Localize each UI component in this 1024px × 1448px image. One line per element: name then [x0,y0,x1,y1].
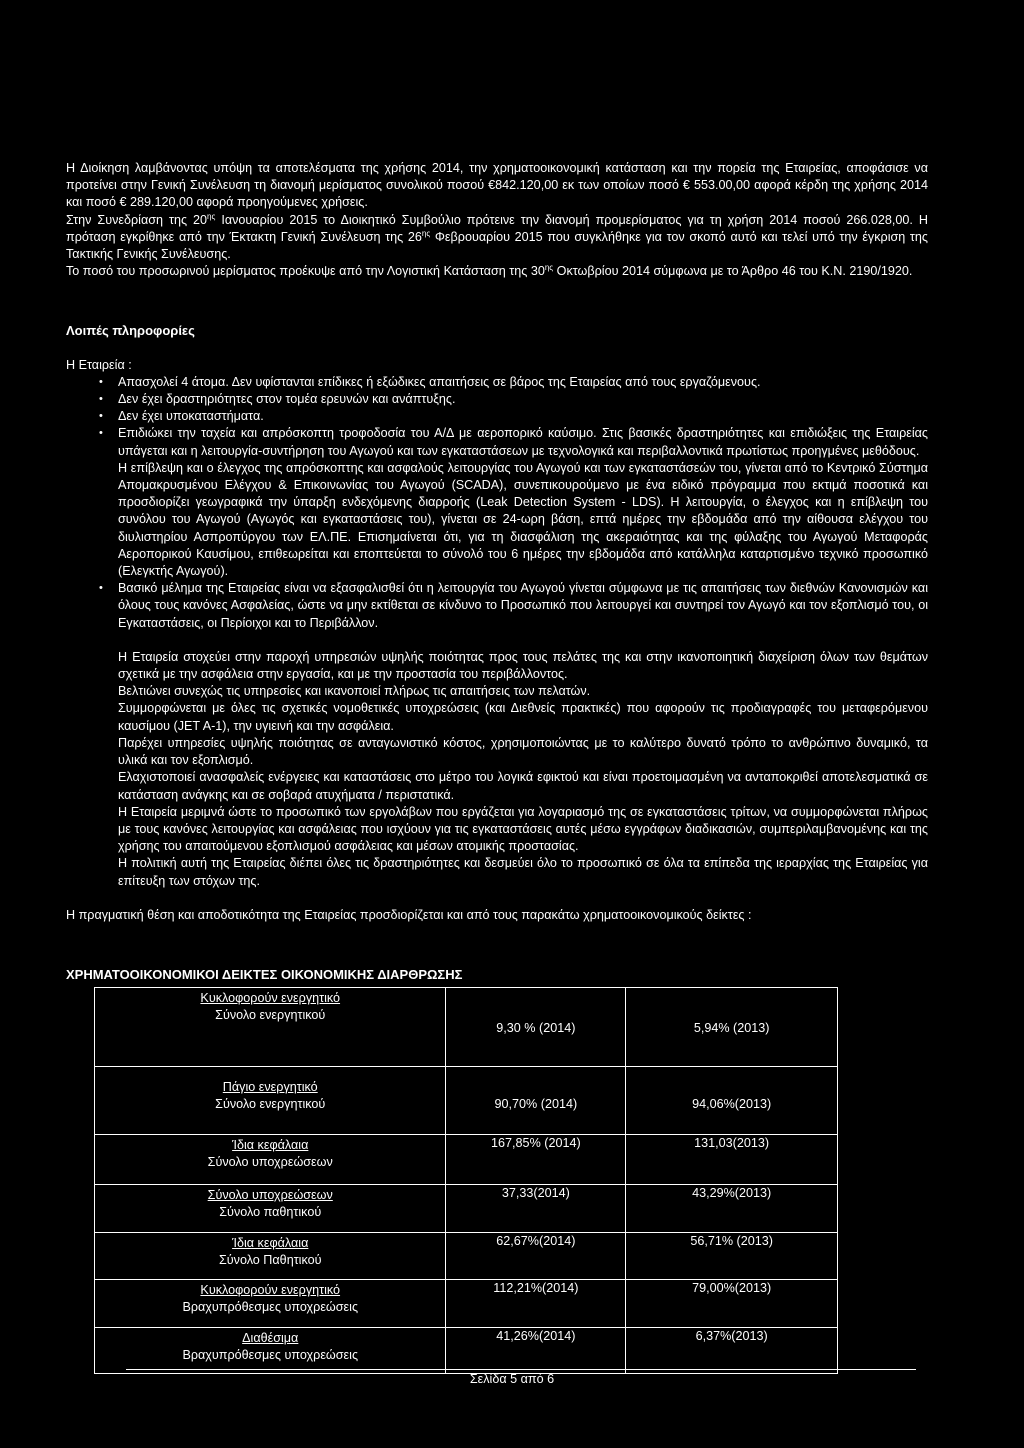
ratio-denominator: Σύνολο ενεργητικού [215,1008,326,1023]
value-2014: 167,85% (2014) [446,1135,626,1185]
table-row [95,1135,838,1185]
ratio-cell [95,1280,446,1328]
value-2014: 41,26%(2014) [446,1328,626,1374]
value-2013: 79,00%(2013) [626,1280,838,1328]
ratio-numerator: Κυκλοφορούν ενεργητικό [200,991,341,1005]
intro-p3-sup: ης [544,263,554,273]
list-item [66,408,928,425]
ratio-denominator: Σύνολο Παθητικού [218,1253,322,1268]
ratios-title: ΧΡΗΜΑΤΟΟΙΚΟΝΟΜΙΚΟΙ ΔΕΙΚΤΕΣ ΟΙΚΟΝΟΜΙΚΗΣ ΔΙΑΡΘΡΩΣΗΣ [66,966,463,982]
list-item [66,580,928,632]
ratio-denominator: Βραχυπρόθεσμες υποχρεώσεις [182,1300,359,1315]
other-info-bullet-list [66,374,928,632]
intro-paragraph-1: Η Διοίκηση λαμβάνοντας υπόψη τα αποτελέσματα της χρήσης 2014, την χρηματοοικονομική κατάσταση και την πορεία της Εταιρείας, αποφάσισε να προτείνει στην Γενική Συνέλευση τη διανομή μερίσματος συνολικού ποσού €842.120,00 εκ των οποίων ποσό € 553.00,00 αφορά κέρδη της χρήσης 2014 και ποσό € 289.120,00 αφορά προηγούμενες χρήσεις. [66,161,928,210]
policy-block [66,649,928,890]
intro-p2-part-a: Στην Συνεδρίαση της 20 [66,212,208,227]
policy-paragraph: Ελαχιστοποιεί ανασφαλείς ενέργειες και καταστάσεις στο μέτρο του λογικά εφικτού και είναι προετοιμασμένη να ανταποκριθεί αποτελεσματικά σε κατάσταση ανάγκης και σε σοβαρά ατυχήματα / περιστατικά. [118,770,928,802]
other-info-heading: Λοιπές πληροφορίες [66,323,195,339]
value-2014: 62,67%(2014) [446,1233,626,1280]
ratio-cell [95,1135,446,1185]
table-row [95,1185,838,1233]
ratio-denominator: Βραχυπρόθεσμες υποχρεώσεις [182,1348,359,1363]
bullet-icon: • [99,427,103,440]
bullet-icon: • [99,582,103,595]
intro-p2-sup-2: ης [421,228,431,238]
bullet-text: Βασικό μέλημα της Εταιρείας είναι να εξασφαλισθεί ότι η λειτουργία του Αγωγού γίνεται σύμφωνα με τις απαιτήσεις των διεθνών Κανονισμών και όλους τους κανόνες Ασφαλείας, ώστε να μην εκτίθεται σε κίνδυνο το Προσωπικό που λειτουργεί και συντηρεί τον Αγωγό και τον εξοπλισμό του, οι Εγκαταστάσεις, οι Περίοιχοι και το Περιβάλλον. [118,581,928,630]
ratio-numerator: Ίδια κεφάλαια [232,1236,309,1250]
ratio-numerator: Κυκλοφορούν ενεργητικό [200,1283,341,1297]
intro-p3-part-a: Το ποσό του προσωρινού μερίσματος προέκυψε από την Λογιστική Κατάσταση της 30 [66,264,545,279]
ratio-numerator: Πάγιο ενεργητικό [222,1080,318,1094]
value-2013: 5,94% (2013) [626,988,838,1067]
ratios-table [94,987,838,1374]
ratio-cell [95,1185,446,1233]
bullet-text: Δεν έχει δραστηριότητες στον τομέα ερευνών και ανάπτυξης. [118,392,456,407]
other-info-lead: Η Εταιρεία : [66,357,132,372]
value-2013: 43,29%(2013) [626,1185,838,1233]
intro-p2-part-b: Ιανουαρίου 2015 το Διοικητικό Συμβούλιο πρότεινε την διανομή προμερίσματος για τη χρήση 2014 ποσού 266.028,00. Η πρόταση εγκρίθηκε από την Έκτακτη Γενική Συνέλευση της 26 [66,212,928,244]
ratio-denominator: Σύνολο παθητικού [219,1205,322,1220]
table-row [95,988,838,1067]
value-2013: 131,03(2013) [626,1135,838,1185]
ratio-numerator: Ίδια κεφάλαια [232,1138,309,1152]
value-2014: 9,30 % (2014) [446,988,626,1067]
closing-paragraph: Η πραγματική θέση και αποδοτικότητα της Εταιρείας προσδιορίζεται και από τους παρακάτω χρηματοοικονομικούς δείκτες : [66,907,752,922]
bullet-icon: • [99,410,103,423]
value-2014: 37,33(2014) [446,1185,626,1233]
intro-p2-part-c: Φεβρουαρίου 2015 που συγκλήθηκε για τον σκοπό αυτό και τελεί υπό την έγκριση της Τακτικής Γενικής Συνέλευσης. [66,229,928,262]
page-number: Σελίδα 5 από 6 [469,1372,555,1386]
table-row [95,1328,838,1374]
bullet-text: Επιδιώκει την ταχεία και απρόσκοπτη τροφοδοσία του Α/Δ με αεροπορικό καύσιμο. Στις βασικές δραστηριότητες και επιδιώξεις της Εταιρείας υπάγεται και η λειτουργία-συντήρηση του Αγωγού και των εγκαταστάσεων με τεχνολογικά και περιβαλλοντικά πρωτίστως προηγμένες μεθόδους. [118,426,928,458]
ratio-cell [95,1233,446,1280]
bullet-text-continuation: Η επίβλεψη και ο έλεγχος της απρόσκοπτης και ασφαλούς λειτουργίας του Αγωγού και των εγκαταστάσεών του, γίνεται από το Κεντρικό Σύστημα Απομακρυσμένου Ελέγχου & Επικοινωνίας του Αγωγού (SCADA), συνεπικουρούμενο με ένα ειδικό πρόγραμμα που εκτιμά ποσοτικά και προσδιορίζει γεωγραφικά την ύπαρξη ενδεχόμενης διαρροής (Leak Detection System - LDS). Η λειτουργία, ο έλεγχος και η επίβλεψη του συνόλου του Αγωγού (Αγωγός και εγκαταστάσεις του), γίνεται σε 24-ωρη βάση, επτά ημέρες την εβδομάδα από την αίθουσα ελέγχου του διυλιστηρίου Ασπροπύργου των ΕΛ.ΠΕ. Επισημαίνεται ότι, για τη διασφάλιση της ακεραιότητας και της φύλαξης του Αγωγού Μεταφοράς Αεροπορικού Καυσίμου, επιθεωρείται και εποπτεύεται το σύνολό του 6 ημέρες την εβδομάδα από κατάλληλα καταρτισμένο τεχνικό προσωπικό (Ελεγκτής Αγωγού). [118,460,928,579]
ratio-cell [95,988,446,1067]
table-row [95,1067,838,1135]
policy-paragraph: Η Εταιρεία μεριμνά ώστε το προσωπικό των εργολάβων που εργάζεται για λογαριασμό της σε εγκαταστάσεις τρίτων, να συμμορφώνεται πλήρως με τους κανόνες λειτουργίας και ασφάλειας που ισχύουν για τις εγκαταστάσεις αυτές μέσω εγγράφων διαδικασιών, συμπεριλαμβανομένης και της χρήσης του απαιτούμενου εξοπλισμού ασφάλειας και μέσων ατομικής προστασίας. [118,804,928,854]
policy-paragraph: Η πολιτική αυτή της Εταιρείας διέπει όλες τις δραστηριότητες και δεσμεύει όλο το προσωπικό σε όλα τα επίπεδα της ιεραρχίας της Εταιρείας για επίτευξη των στόχων της. [118,856,928,888]
value-2013: 94,06%(2013) [626,1067,838,1135]
ratio-denominator: Σύνολο ενεργητικού [215,1097,326,1112]
list-item [66,374,928,391]
ratio-denominator: Σύνολο υποχρεώσεων [207,1155,333,1170]
ratio-numerator: Διαθέσιμα [242,1331,299,1345]
intro-paragraph-3 [66,263,928,280]
policy-paragraph: Συμμορφώνεται με όλες τις σχετικές νομοθετικές υποχρεώσεις (και Διεθνείς πρακτικές) που αφορούν τις προδιαγραφές του μεταφερόμενου καυσίμου (JET A-1), την υγιεινή και την ασφάλεια. [118,701,928,733]
value-2013: 56,71% (2013) [626,1233,838,1280]
value-2014: 112,21%(2014) [446,1280,626,1328]
intro-p2-sup-1: ης [207,211,216,221]
value-2014: 90,70% (2014) [446,1067,626,1135]
list-item [66,425,928,580]
intro-p3-part-b: Οκτωβρίου 2014 σύμφωνα με το Άρθρο 46 του Κ.Ν. 2190/1920. [553,264,913,279]
ratio-cell [95,1067,446,1135]
policy-paragraph: Παρέχει υπηρεσίες υψηλής ποιότητας σε ανταγωνιστικό κόστος, χρησιμοποιώντας με το καλύτερο δυνατό τρόπο το ανθρώπινο δυναμικό, τα υλικά και τον εξοπλισμό. [118,735,928,768]
value-2013: 6,37%(2013) [626,1328,838,1374]
table-row [95,1280,838,1328]
table-row [95,1233,838,1280]
bullet-icon: • [99,393,103,406]
policy-paragraph: Βελτιώνει συνεχώς τις υπηρεσίες και ικανοποιεί πλήρως τις απαιτήσεις των πελατών. [118,684,591,699]
list-item [66,391,928,408]
intro-paragraph-2 [66,212,928,264]
policy-paragraph: Η Εταιρεία στοχεύει στην παροχή υπηρεσιών υψηλής ποιότητας προς τους πελάτες της και στην ικανοποιητική διαχείριση όλων των θεμάτων σχετικά με την ασφάλεια στην εργασία, και με την προστασία του περιβάλλοντος. [118,649,928,682]
page-body [66,160,928,983]
footer-divider [126,1369,916,1370]
ratio-cell [95,1328,446,1374]
bullet-text: Απασχολεί 4 άτομα. Δεν υφίστανται επίδικες ή εξώδικες απαιτήσεις σε βάρος της Εταιρείας από τους εργαζόμενους. [118,374,761,389]
bullet-text: Δεν έχει υποκαταστήματα. [118,409,264,424]
bullet-icon: • [99,375,103,388]
ratio-numerator: Σύνολο υποχρεώσεων [207,1188,333,1202]
